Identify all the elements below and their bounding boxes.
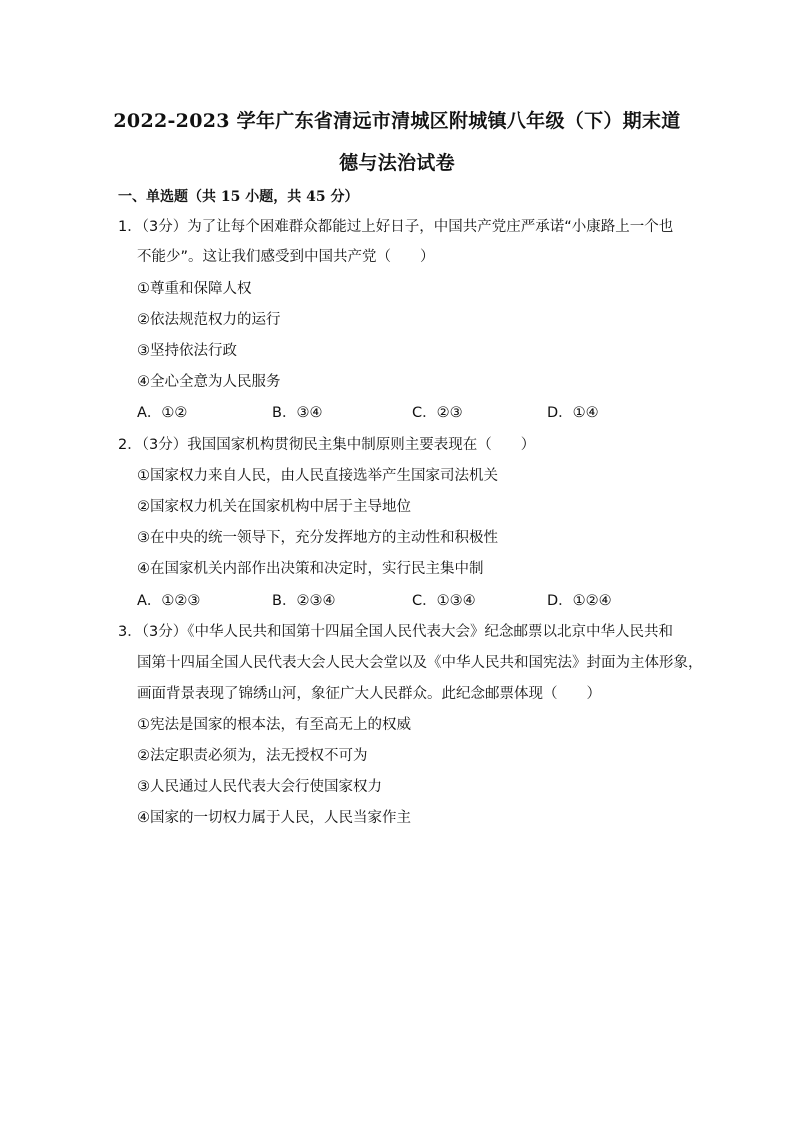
section-header: 一、单选题（共 15 小题，共 45 分） (118, 189, 359, 205)
question-3-stem-line-3: 画面背景表现了锦绣山河，象征广大人民群众。此纪念邮票体现（ ） (137, 686, 601, 702)
question-3-item-3: ③人民通过人民代表大会行使国家权力 (137, 779, 382, 795)
question-2-item-2: ②国家权力机关在国家机构中居于主导地位 (137, 499, 411, 515)
question-2-option-d: D．①②④ (547, 593, 612, 609)
question-3-item-2: ②法定职责必须为，法无授权不可为 (137, 748, 368, 764)
question-3-item-1: ①宪法是国家的根本法，有至高无上的权威 (137, 717, 411, 733)
question-1-stem-line-1: 1．（3分）为了让每个困难群众都能过上好日子，中国共产党庄严承诺“小康路上一个也 (118, 219, 674, 235)
question-2-item-3: ③在中央的统一领导下，充分发挥地方的主动性和积极性 (137, 530, 498, 546)
question-2-option-c: C．①③④ (412, 593, 476, 609)
question-2-item-4: ④在国家机关内部作出决策和决定时，实行民主集中制 (137, 561, 484, 577)
question-1-item-1: ①尊重和保障人权 (137, 281, 252, 297)
question-1-item-2: ②依法规范权力的运行 (137, 312, 281, 328)
question-3-item-4: ④国家的一切权力属于人民，人民当家作主 (137, 810, 411, 826)
question-1-stem-line-2: 不能少”。这让我们感受到中国共产党（ ） (137, 249, 435, 265)
question-2-item-1: ①国家权力来自人民，由人民直接选举产生国家司法机关 (137, 468, 498, 484)
question-1-item-4: ④全心全意为人民服务 (137, 374, 281, 390)
question-1-option-b: B．③④ (272, 405, 323, 421)
question-2-option-a: A．①②③ (137, 593, 201, 609)
question-1-option-a: A．①② (137, 405, 188, 421)
question-1-option-c: C．②③ (412, 405, 463, 421)
question-3-stem-line-1: 3．（3分）《中华人民共和国第十四届全国人民代表大会》纪念邮票以北京中华人民共和 (118, 624, 673, 640)
question-2-stem-line-1: 2．（3分）我国国家机构贯彻民主集中制原则主要表现在（ ） (118, 437, 536, 453)
question-2-option-b: B．②③④ (272, 593, 336, 609)
question-3-stem-line-2: 国第十四届全国人民代表大会人民大会堂以及《中华人民共和国宪法》封面为主体形象， (137, 655, 703, 671)
exam-title-line-2: 德与法治试卷 (339, 152, 455, 174)
exam-title-line-1: 2022-2023 学年广东省清远市清城区附城镇八年级（下）期末道 (113, 110, 681, 132)
question-1-option-d: D．①④ (547, 405, 599, 421)
question-1-item-3: ③坚持依法行政 (137, 343, 237, 359)
